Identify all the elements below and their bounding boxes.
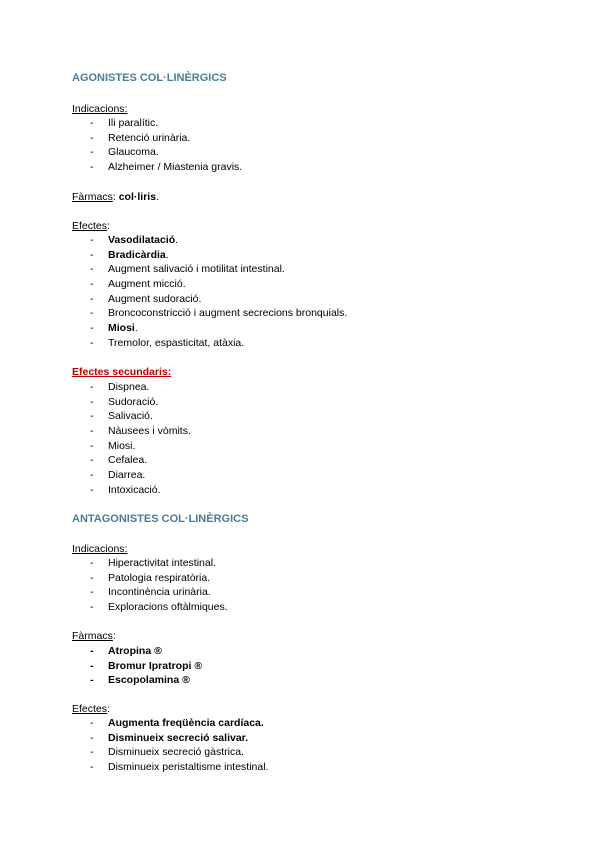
efectes-label-2 [72,702,110,716]
list-item: - Atropina ® [72,644,202,659]
list-item [72,745,268,760]
list-item: - Diarrea. [72,468,191,483]
list-item [72,321,347,336]
list-item [72,233,347,248]
section-title-agonistes: AGONISTES COL·LINÈRGICS [72,72,227,84]
item-bold: Augmenta freqüència cardíaca. [108,717,264,729]
list-item: - Retenció urinària. [72,131,242,146]
list-item [72,262,347,277]
list-item: - Dispnea. [72,380,191,395]
list-item: - Exploracions oftàlmiques. [72,600,228,615]
farmacs-separator: : [112,191,119,203]
item-rest: . [165,248,169,261]
list-item: - Salivació. [72,409,191,424]
list-item: - Glaucoma. [72,145,242,160]
indicacions-label-1 [72,102,127,116]
indicacions-list-2 [72,556,228,615]
efectes-label-text: Efectes [72,220,108,232]
list-item: - Bromur Ipratropi ® [72,659,202,674]
list-item: - Intoxicació. [72,483,191,498]
list-item: - Hiperactivitat intestinal. [72,556,228,571]
item-rest: Augment salivació i motilitat intestinal. [108,263,285,276]
item-rest: Disminueix secreció gàstrica. [108,746,244,759]
indicacions-label-text: Indicacions: [72,543,128,555]
section-title-antagonistes: ANTAGONISTES COL·LINÈRGICS [72,513,249,525]
efectes-secundaris-list [72,380,191,498]
list-item [72,306,347,321]
item-bold: Vasodilatació [108,234,176,246]
indicacions-label-text: Indicacions: [72,103,128,115]
efectes-colon: : [107,703,110,715]
item-rest: Augment sudoració. [108,292,202,305]
farmacs-colon: : [112,630,116,642]
farmacs-label-text: Fàrmacs [72,191,113,203]
farmacs-end: . [156,191,159,203]
list-item: - Ili paralític. [72,116,242,131]
farmacs-label-2 [72,629,116,643]
item-rest: . [134,322,138,335]
item-bold: Disminueix secreció salivar. [108,731,249,744]
list-item [72,292,347,307]
item-rest: Disminueix peristaltisme intestinal. [108,761,269,774]
list-item: - Alzheimer / Miastenia gravis. [72,160,242,175]
list-item [72,248,347,263]
list-item [72,277,347,292]
item-bold: Bradicàrdia [108,248,166,261]
list-item [72,731,268,746]
farmacs-value: col·liris [118,191,157,203]
farmacs-label-text: Fàrmacs [72,630,113,642]
farmacs-list-2 [72,644,202,688]
list-item: - Nàusees i vòmits. [72,424,191,439]
list-item: - Cefalea. [72,453,191,468]
list-item: - Sudoració. [72,395,191,410]
indicacions-list-1 [72,116,242,175]
efectes-list-2 [72,716,268,775]
item-bold: Miosi [108,322,135,335]
efectes-secundaris-text: Efectes secundaris: [72,366,172,378]
item-rest: Tremolor, espasticitat, atàxia. [108,336,245,349]
efectes-list-1 [72,233,347,351]
item-rest: . [175,234,179,246]
farmacs-line-1 [72,190,159,204]
list-item [72,716,268,731]
list-item: - Patologia respiratòria. [72,571,228,586]
item-rest: Augment micció. [108,278,186,291]
efectes-label-text: Efectes [72,703,108,715]
efectes-colon: : [107,220,110,232]
list-item: - Miosi. [72,439,191,454]
list-item: - Escopolamina ® [72,673,202,688]
efectes-label-1 [72,219,110,233]
list-item [72,760,268,775]
list-item [72,336,347,351]
item-rest: Broncoconstricció i augment secrecions bronquials. [108,307,348,320]
list-item: - Incontinència urinària. [72,585,228,600]
efectes-secundaris-label [72,365,171,379]
indicacions-label-2 [72,542,127,556]
